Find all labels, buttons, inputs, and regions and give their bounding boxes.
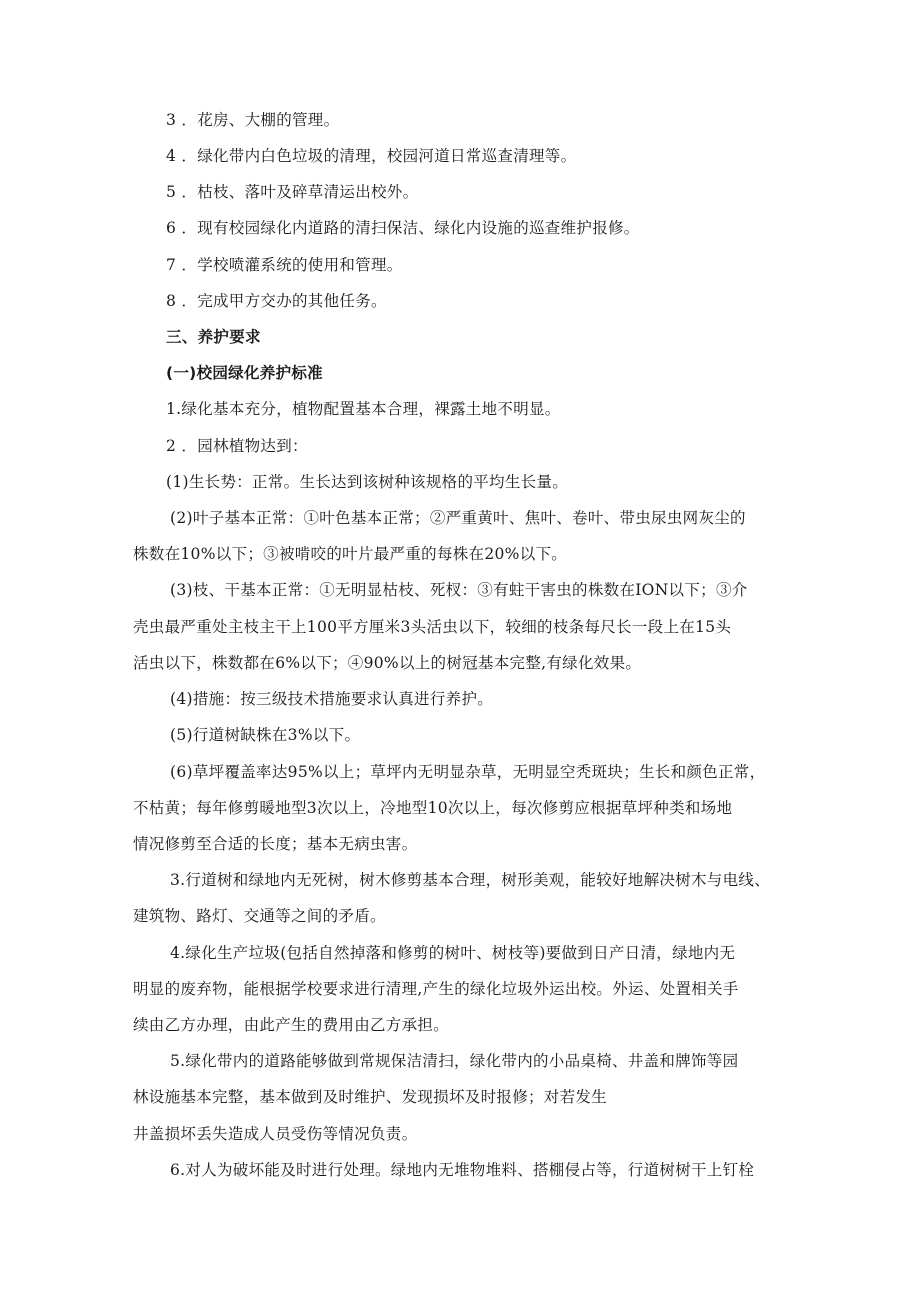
paragraph-line: 情况修剪至合适的长度；基本无病虫害。 — [133, 835, 418, 853]
paragraph-line: (5)行道树缺株在3%以下。 — [170, 726, 361, 744]
paragraph-line: 株数在10%以下；③被啃咬的叶片最严重的每株在20%以下。 — [133, 545, 568, 563]
list-item-6: 6 ．现有校园绿化内道路的清扫保洁、绿化内设施的巡查维护报修。 — [166, 219, 640, 237]
paragraph-line: (4)措施：按三级技术措施要求认真进行养护。 — [170, 690, 494, 708]
paragraph-line: 续由乙方办理，由此产生的费用由乙方承担。 — [133, 1016, 450, 1034]
list-item-8: 8 ．完成甲方交办的其他任务。 — [166, 292, 387, 310]
paragraph-line: (1)生长势：正常。生长达到该树种该规格的平均生长量。 — [166, 473, 569, 491]
paragraph-line: 6.对人为破坏能及时进行处理。绿地内无堆物堆料、搭棚侵占等，行道树树干上钉栓 — [170, 1161, 755, 1179]
list-item-5: 5 ．枯枝、落叶及碎草清运出校外。 — [166, 183, 419, 201]
paragraph-line: 4.绿化生产垃圾(包括自然掉落和修剪的树叶、树枝等)要做到日产日清，绿地内无 — [170, 944, 736, 962]
list-item-7: 7 ．学校喷灌系统的使用和管理。 — [166, 256, 403, 274]
paragraph-line: (3)枝、干基本正常：①无明显枯枝、死杈：③有蛀干害虫的株数在ION以下；③介 — [170, 581, 748, 599]
paragraph-line: 2 ．园林植物达到： — [166, 437, 308, 455]
paragraph-line: 明显的废弃物，能根据学校要求进行清理,产生的绿化垃圾外运出校。外运、处置相关手 — [133, 980, 739, 998]
paragraph-line: (2)叶子基本正常：①叶色基本正常；②严重黄叶、焦叶、卷叶、带虫尿虫网灰尘的 — [170, 509, 746, 527]
paragraph-line: 壳虫最严重处主枝主干上100平方厘米3头活虫以下，较细的枝条每尺长一段上在15头 — [133, 618, 732, 636]
paragraph-line: 林设施基本完整，基本做到及时维护、发现损坏及时报修；对若发生 — [133, 1088, 608, 1106]
paragraph-line: 1.绿化基本充分，植物配置基本合理，裸露土地不明显。 — [166, 400, 561, 418]
paragraph-line: 活虫以下，株数都在6%以下；④90%以上的树冠基本完整,有绿化效果。 — [133, 654, 642, 672]
paragraph-line: 不枯黄；每年修剪暖地型3次以上，冷地型10次以上，每次修剪应根据草坪种类和场地 — [133, 799, 733, 817]
paragraph-line: 建筑物、路灯、交通等之间的矛盾。 — [133, 907, 386, 925]
subsection-heading: (一)校园绿化养护标准 — [166, 364, 323, 382]
list-item-3: 3 ．花房、大棚的管理。 — [166, 111, 340, 129]
paragraph-line: 5.绿化带内的道路能够做到常规保洁清扫，绿化带内的小品桌椅、井盖和牌饰等园 — [170, 1052, 739, 1070]
section-heading: 三、养护要求 — [166, 328, 261, 346]
paragraph-line: (6)草坪覆盖率达95%以上；草坪内无明显杂草，无明显空秃斑块；生长和颜色正常， — [170, 763, 766, 781]
paragraph-line: 3.行道树和绿地内无死树，树木修剪基本合理，树形美观，能较好地解决树木与电线、 — [170, 871, 770, 889]
list-item-4: 4 ．绿化带内白色垃圾的清理，校园河道日常巡查清理等。 — [166, 147, 577, 165]
paragraph-line: 井盖损坏丢失造成人员受伤等情况负责。 — [133, 1125, 418, 1143]
